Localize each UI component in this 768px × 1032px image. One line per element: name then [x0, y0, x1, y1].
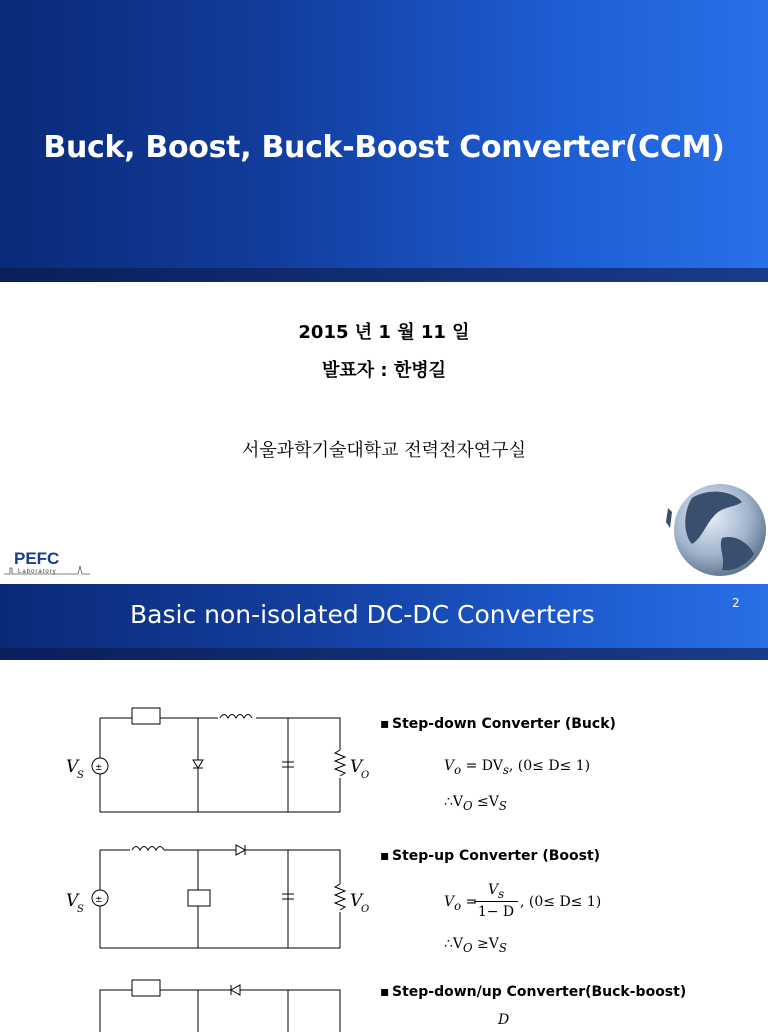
boost-result: $\therefore V_O \ge V_S$ [444, 936, 507, 955]
logo-subtext: Laboratory [18, 569, 57, 575]
slide-title: Basic non-isolated DC-DC Converters [130, 600, 595, 629]
vs-label: V [66, 757, 79, 777]
vs-label: V [66, 891, 79, 911]
vo-subscript: O [361, 904, 370, 915]
buck-equation: $V_o = DV_s$, (0≤ D≤ 1) [444, 758, 591, 777]
header-band [0, 648, 768, 660]
boost-circuit-diagram [60, 836, 370, 956]
buckboost-circuit-diagram [60, 972, 360, 1032]
bullet-boost: ▪ Step-up Converter (Boost) [380, 848, 601, 864]
svg-text:±: ± [95, 895, 103, 905]
vo-subscript: O [361, 770, 370, 781]
bullet-buck: ▪ Step-down Converter (Buck) [380, 716, 616, 732]
lab-name: 서울과학기술대학교 전력전자연구실 [242, 440, 526, 461]
vs-subscript: S [77, 904, 84, 915]
globe-icon [662, 478, 768, 582]
vo-label: V [350, 757, 363, 777]
svg-text:±: ± [95, 763, 103, 773]
pefc-logo [4, 546, 90, 578]
logo-text: PEFC [14, 549, 60, 568]
buck-result: $\therefore V_O \le V_S$ [444, 794, 507, 813]
bullet-buckboost: ▪ Step-down/up Converter(Buck-boost) [380, 984, 687, 1000]
buck-circuit-diagram [60, 700, 370, 820]
buckboost-equation-partial: D [498, 1012, 510, 1028]
page-number: 2 [732, 596, 740, 610]
presentation-date: 2015 년 1 월 11 일 [298, 322, 470, 343]
vo-label: V [350, 891, 363, 911]
presenter-name: 발표자 : 한병길 [321, 360, 447, 381]
header-band [0, 268, 768, 282]
presentation-title: Buck, Boost, Buck-Boost Converter(CCM) [43, 130, 725, 165]
vs-subscript: S [77, 770, 84, 781]
